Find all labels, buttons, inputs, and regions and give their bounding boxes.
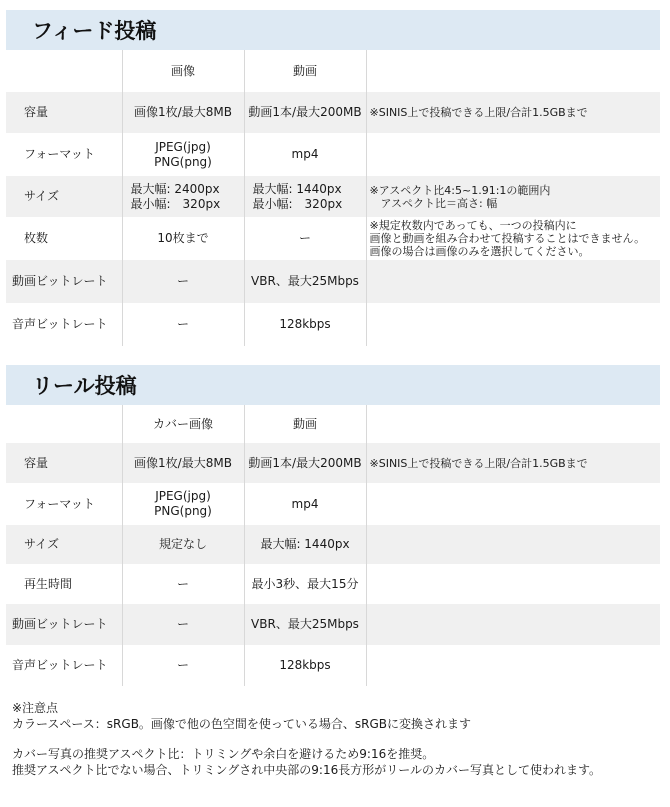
reel-row-format <box>6 483 660 525</box>
reel-row-duration <box>6 564 660 604</box>
feed-row-note <box>366 303 660 346</box>
reel-header-note <box>366 405 660 443</box>
reel-row-image-value: ー <box>122 564 244 604</box>
feed-row-video-value: mp4 <box>244 133 366 176</box>
footer-notes <box>12 700 601 778</box>
feed-spec-table <box>6 50 660 346</box>
reel-row-label: 音声ビットレート <box>6 645 122 686</box>
reel-row-note <box>366 645 660 686</box>
feed-header-note <box>366 50 660 92</box>
feed-row-image-value: ー <box>122 303 244 346</box>
feed-row-label: 枚数 <box>6 217 122 260</box>
reel-row-video-value: 最小3秒、最大15分 <box>244 564 366 604</box>
reel-row-label: 再生時間 <box>6 564 122 604</box>
reel-row-image-value: 規定なし <box>122 525 244 564</box>
feed-row-note <box>366 260 660 303</box>
feed-row-image-value: 最大幅: 2400px 最小幅: 320px <box>122 176 244 217</box>
reel-row-audio-bitrate <box>6 645 660 686</box>
feed-header-empty <box>6 50 122 92</box>
reel-row-capacity <box>6 443 660 483</box>
reel-row-image-value: ー <box>122 645 244 686</box>
reel-section-title: リール投稿 <box>6 365 660 405</box>
feed-row-video-bitrate <box>6 260 660 303</box>
feed-header-image: 画像 <box>122 50 244 92</box>
feed-row-note: ※アスペクト比4:5~1.91:1の範囲内 アスペクト比＝高さ: 幅 <box>366 176 660 217</box>
feed-row-video-value: ー <box>244 217 366 260</box>
reel-row-video-value: VBR、最大25Mbps <box>244 604 366 645</box>
reel-row-label: 動画ビットレート <box>6 604 122 645</box>
reel-header-empty <box>6 405 122 443</box>
footer-cover-crop-note: 推奨アスペクト比でない場合、トリミングされ中央部の9:16長方形がリールのカバー写真として使われます。 <box>12 763 602 777</box>
feed-row-video-value: VBR、最大25Mbps <box>244 260 366 303</box>
feed-row-label: フォーマット <box>6 133 122 176</box>
reel-row-label: フォーマット <box>6 483 122 525</box>
reel-row-note <box>366 604 660 645</box>
reel-row-note <box>366 525 660 564</box>
feed-row-size <box>6 176 660 217</box>
feed-row-image-value: 画像1枚/最大8MB <box>122 92 244 133</box>
feed-row-note: ※SINIS上で投稿できる上限/合計1.5GBまで <box>366 92 660 133</box>
feed-row-label: 容量 <box>6 92 122 133</box>
feed-row-image-value: 10枚まで <box>122 217 244 260</box>
feed-row-note <box>366 133 660 176</box>
feed-row-note: ※規定枚数内であっても、一つの投稿内に 画像と動画を組み合わせて投稿することはできません。 画像の場合は画像のみを選択してください。 <box>366 217 660 260</box>
reel-row-label: サイズ <box>6 525 122 564</box>
reel-row-video-value: 動画1本/最大200MB <box>244 443 366 483</box>
reel-header-row <box>6 405 660 443</box>
footer-color-space-note: カラースペース：sRGB。画像で他の色空間を使っている場合、sRGBに変換されます <box>12 717 472 731</box>
feed-row-capacity <box>6 92 660 133</box>
reel-row-video-bitrate <box>6 604 660 645</box>
footer-note-heading: ※注意点 <box>12 701 59 715</box>
feed-row-video-value: 動画1本/最大200MB <box>244 92 366 133</box>
reel-row-label: 容量 <box>6 443 122 483</box>
reel-spec-table <box>6 405 660 686</box>
reel-row-image-value: ー <box>122 604 244 645</box>
reel-row-image-value: JPEG(jpg) PNG(png) <box>122 483 244 525</box>
reel-row-video-value: 最大幅: 1440px <box>244 525 366 564</box>
feed-row-count <box>6 217 660 260</box>
feed-row-format <box>6 133 660 176</box>
reel-row-note <box>366 564 660 604</box>
reel-header-image: カバー画像 <box>122 405 244 443</box>
feed-row-label: 動画ビットレート <box>6 260 122 303</box>
reel-row-size <box>6 525 660 564</box>
reel-row-video-value: mp4 <box>244 483 366 525</box>
feed-row-image-value: JPEG(jpg) PNG(png) <box>122 133 244 176</box>
feed-header-video: 動画 <box>244 50 366 92</box>
feed-row-label: サイズ <box>6 176 122 217</box>
feed-section-title: フィード投稿 <box>6 10 660 50</box>
feed-row-image-value: ー <box>122 260 244 303</box>
footer-cover-aspect-note: カバー写真の推奨アスペクト比：トリミングや余白を避けるため9:16を推奨。 <box>12 747 435 761</box>
reel-row-note <box>366 483 660 525</box>
feed-row-video-value: 128kbps <box>244 303 366 346</box>
reel-row-image-value: 画像1枚/最大8MB <box>122 443 244 483</box>
feed-row-audio-bitrate <box>6 303 660 346</box>
reel-row-note: ※SINIS上で投稿できる上限/合計1.5GBまで <box>366 443 660 483</box>
feed-header-row <box>6 50 660 92</box>
reel-row-video-value: 128kbps <box>244 645 366 686</box>
feed-row-label: 音声ビットレート <box>6 303 122 346</box>
reel-header-video: 動画 <box>244 405 366 443</box>
feed-row-video-value: 最大幅: 1440px 最小幅: 320px <box>244 176 366 217</box>
